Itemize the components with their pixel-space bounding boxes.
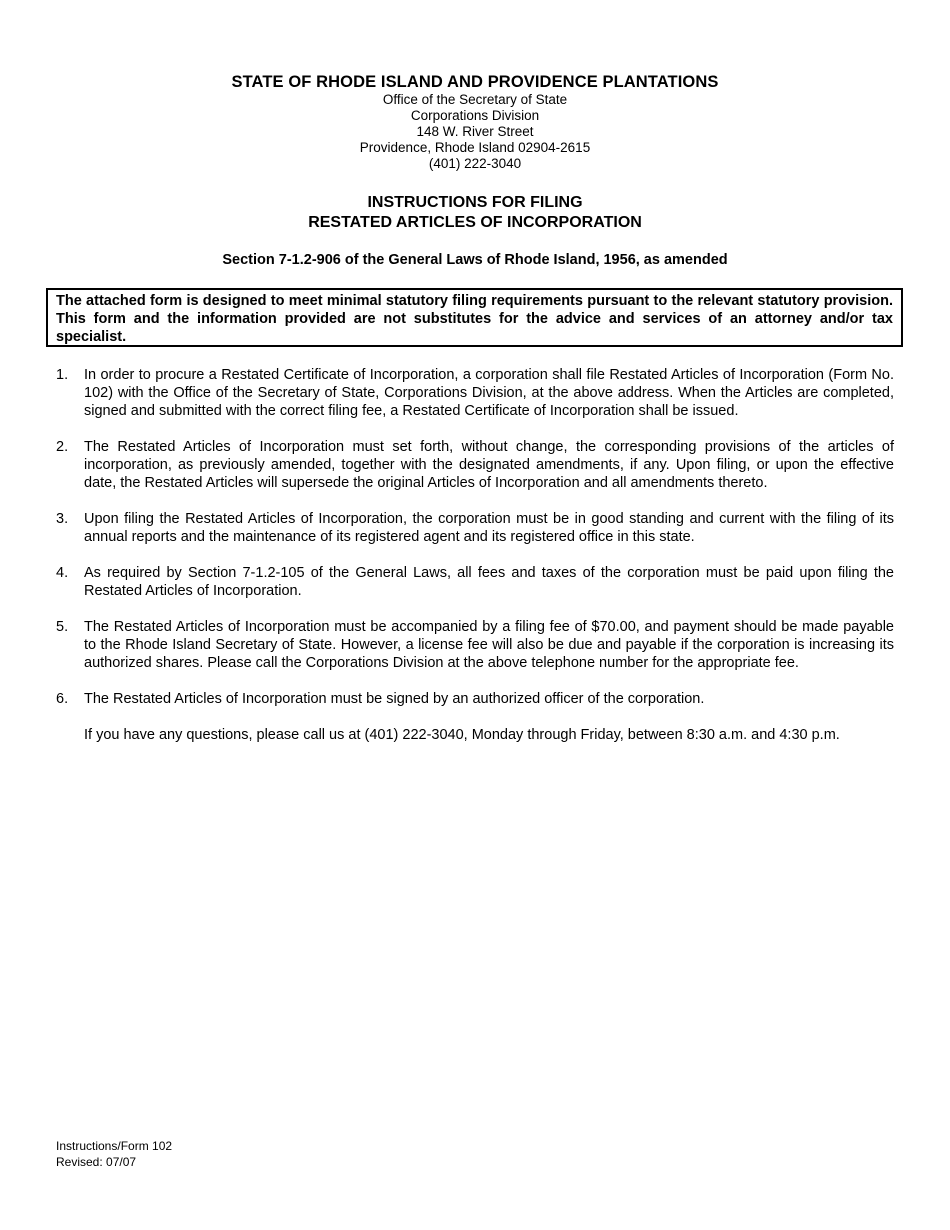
- instructions-heading: [0, 193, 950, 233]
- item-text: Upon filing the Restated Articles of Incorporation, the corporation must be in good standing and current with the filing of its annual reports and the maintenance of its registered agent and its registered office in this state.: [84, 511, 894, 545]
- revision-date: Revised: 07/07: [56, 1154, 137, 1169]
- list-item: [56, 618, 894, 672]
- item-text: The Restated Articles of Incorporation must set forth, without change, the corresponding provisions of the articles of incorporation, as previously amended, together with the designated amendments, if any. Upon filing, or upon the effective date, the Restated Articles will supersede the original Articles of Incorporation and all amendments thereto.: [84, 439, 894, 491]
- item-number: 4.: [56, 565, 69, 581]
- division-name: Corporations Division: [410, 108, 540, 123]
- letterhead: [0, 72, 950, 172]
- section-reference: Section 7-1.2-906 of the General Laws of Rhode Island, 1956, as amended: [222, 252, 728, 268]
- item-text: In order to procure a Restated Certificate of Incorporation, a corporation shall file Restated Articles of Incorporation (Form No. 102) with the Office of the Secretary of State, Corporations Division, at the above address. When the Articles are completed, signed and submitted with the correct filing fee, a Restated Certificate of Incorporation shall be issued.: [84, 367, 894, 419]
- item-number: 2.: [56, 439, 69, 455]
- office-name: Office of the Secretary of State: [382, 92, 568, 107]
- street-address: 148 W. River Street: [416, 124, 534, 139]
- item-number: 6.: [56, 691, 69, 707]
- state-title: STATE OF RHODE ISLAND AND PROVIDENCE PLANTATIONS: [231, 73, 719, 91]
- list-item: [56, 438, 894, 492]
- item-text: The Restated Articles of Incorporation must be accompanied by a filing fee of $70.00, and payment should be made payable to the Rhode Island Secretary of State. However, a license fee will also be due and payable if the corporation is increasing its authorized shares. Please call the Corporations Division at the above telephone number for the appropriate fee.: [84, 619, 894, 671]
- city-address: Providence, Rhode Island 02904-2615: [359, 140, 591, 155]
- list-item: [56, 366, 894, 420]
- item-text: The Restated Articles of Incorporation must be signed by an authorized officer of the corporation.: [84, 691, 705, 707]
- form-id: Instructions/Form 102: [56, 1139, 173, 1153]
- form-footer: [56, 1139, 172, 1170]
- disclaimer-notice: The attached form is designed to meet minimal statutory filing requirements pursuant to the relevant statutory provision. This form and the information provided are not substitutes for the advice and services of an attorney and/or tax specialist.: [46, 288, 903, 347]
- item-text: As required by Section 7-1.2-105 of the General Laws, all fees and taxes of the corporation must be paid upon filing the Restated Articles of Incorporation.: [84, 565, 894, 599]
- instructions-list: [56, 366, 894, 744]
- item-number: 1.: [56, 367, 69, 383]
- item-number: 3.: [56, 511, 69, 527]
- contact-note: If you have any questions, please call us at (401) 222-3040, Monday through Friday, between 8:30 a.m. and 4:30 p.m.: [84, 727, 840, 743]
- instructions-heading-line2: RESTATED ARTICLES OF INCORPORATION: [308, 214, 642, 231]
- phone-number: (401) 222-3040: [428, 156, 522, 171]
- item-number: 5.: [56, 619, 69, 635]
- list-item: [56, 564, 894, 600]
- list-item: [56, 510, 894, 546]
- instructions-heading-line1: INSTRUCTIONS FOR FILING: [367, 194, 583, 211]
- list-item: [56, 690, 894, 708]
